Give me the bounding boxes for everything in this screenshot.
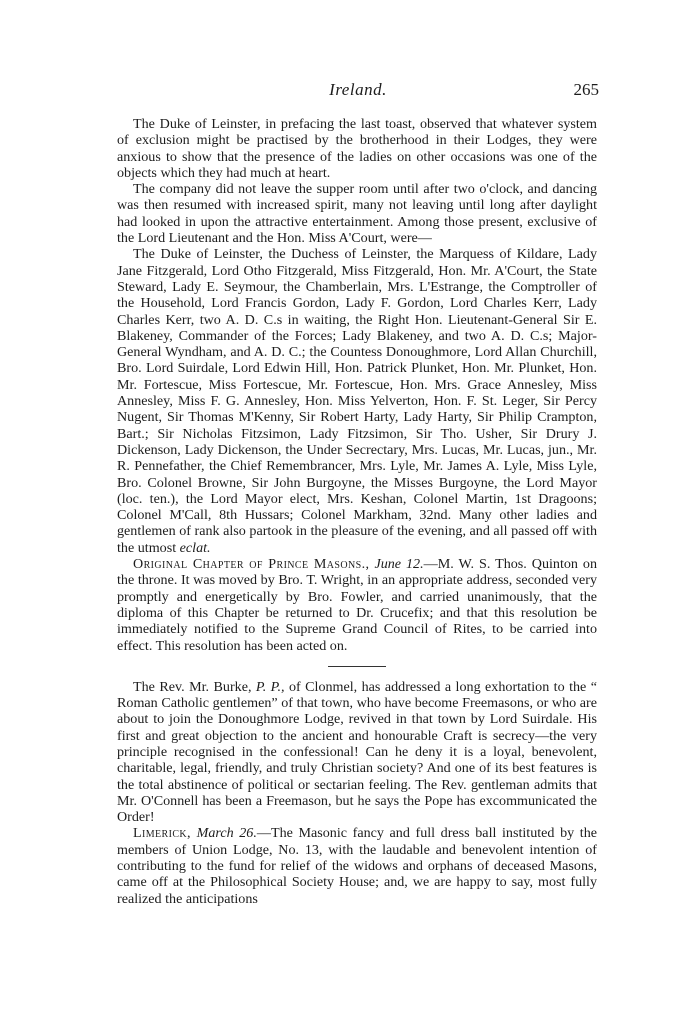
burke-text: of Clonmel, has addressed a long exhortation to the “ Roman Catholic gentlemen” of that town, who have become Freemasons, or who are about to join the Donoughmore Lodge, revived in that town by Lord Suirdale. His first and great objection to the ancient and honourable Craft is secrecy—the very principle recognised in the confessional! Can he deny it is a loyal, benevolent, charitable, legal, friendly, and truly Christian society? And one of its best features is the total abstinence of political or sectarian feeling. The Rev. gentleman admits that Mr. O'Connell has been a Freemason, but he says the Pope has excommunicated the Order! xyxy=(117,678,597,826)
limerick-text: —The Masonic fancy and full dress ball instituted by the members of Union Lodge, No. 13, with the laudable and benevolent intention of contributing to the fund for relief of the widows and orphans of deceased Masons, came off at the Philosophical Society House; and, we are happy to say, most fully realized the anticipations xyxy=(117,825,597,907)
eclat-word: eclat. xyxy=(179,539,211,556)
paragraph-prince-masons xyxy=(117,556,597,654)
date-june-12: June 12. xyxy=(374,556,424,573)
section-lead-limerick: Limerick, xyxy=(133,825,191,842)
page-header xyxy=(117,80,599,102)
body-text xyxy=(117,116,597,907)
paragraph-burke xyxy=(117,679,597,826)
paragraph-toast: The Duke of Leinster, in prefacing the last toast, observed that whatever system of exclusion might be practised by the brotherhood in their Lodges, they were anxious to show that the presence of the ladies on other occasions was one of the objects which they had much at heart. xyxy=(117,116,597,181)
running-head: Ireland. xyxy=(329,80,387,99)
burke-title: P. P., xyxy=(255,678,285,695)
guest-list-text: The Duke of Leinster, the Duchess of Leinster, the Marquess of Kildare, Lady Jane Fitzgerald, Lord Otho Fitzgerald, Miss Fitzgerald, Hon. Mr. A'Court, the State Steward, Lady E. Seymour, the Chamberlain, Mrs. L'Estrange, the Comptroller of the Household, Lord Francis Gordon, Lady F. Gordon, Lord Charles Kerr, Lady Charles Kerr, two A. D. C.s in waiting, the Right Hon. Lieutenant-General Sir E. Blakeney, Commander of the Forces; Lady Blakeney, and two A. D. C.s; Major-General Wyndham, and A. D. C.; the Countess Donoughmore, Lord Allan Churchill, Bro. Lord Suirdale, Lord Edwin Hill, Hon. Patrick Plunket, Hon. Mr. Plunket, Hon. Mr. Fortescue, Miss Fortescue, Mr. Fortescue, Hon. Mrs. Grace Annesley, Miss Annesley, Miss F. G. Annesley, Hon. Miss Yelverton, Hon. F. St. Leger, Sir Percy Nugent, Sir Thomas M'Kenny, Sir Robert Harty, Lady Harty, Sir Philip Crampton, Bart.; Sir Nicholas Fitzsimon, Lady Fitzsimon, Sir Tho. Usher, Sir Drury J. Dickenson, Lady Dickenson, the Under Secrectary, Mrs. Lucas, Mr. Lucas, jun., Mr. R. Pennefather, the Chief Remembrancer, Mrs. Lyle, Mr. James A. Lyle, Miss Lyle, Bro. Colonel Browne, Sir John Burgoyne, the Misses Burgoyne, the Lord Mayor (loc. ten.), the Lord Mayor elect, Mrs. Keshan, Colonel Martin, 1st Dragoons; Colonel M'Call, 8th Hussars; Colonel Markham, 32nd. Many other ladies and gentlemen of rank also partook in the pleasure of the evening, and all passed off with the utmost xyxy=(117,246,597,556)
paragraph-company: The company did not leave the supper room until after two o'clock, and dancing was then resumed with increased spirit, many not leaving until long after daylight had looked in upon the attractive entertainment. Among those present, exclusive of the Lord Lieutenant and the Hon. Miss A'Court, were— xyxy=(117,181,597,247)
paragraph-guest-list xyxy=(117,246,597,556)
section-lead-prince-masons: Original Chapter of Prince Masons., xyxy=(133,556,370,573)
burke-intro: The Rev. Mr. Burke, xyxy=(133,678,252,695)
paragraph-limerick xyxy=(117,825,597,906)
date-march-26: March 26. xyxy=(196,825,257,842)
section-divider xyxy=(328,666,386,667)
page-number: 265 xyxy=(573,80,599,99)
prince-masons-text: —M. W. S. Thos. Quinton on the throne. It was moved by Bro. T. Wright, in an appropriate address, seconded very promptly and energetically by Bro. Fowler, and carried unanimously, that the diploma of this Chapter be returned to Dr. Crucefix; and that this resolution be immediately notified to the Supreme Grand Council of Rites, to be carried into effect. This resolution has been acted on. xyxy=(117,556,598,654)
